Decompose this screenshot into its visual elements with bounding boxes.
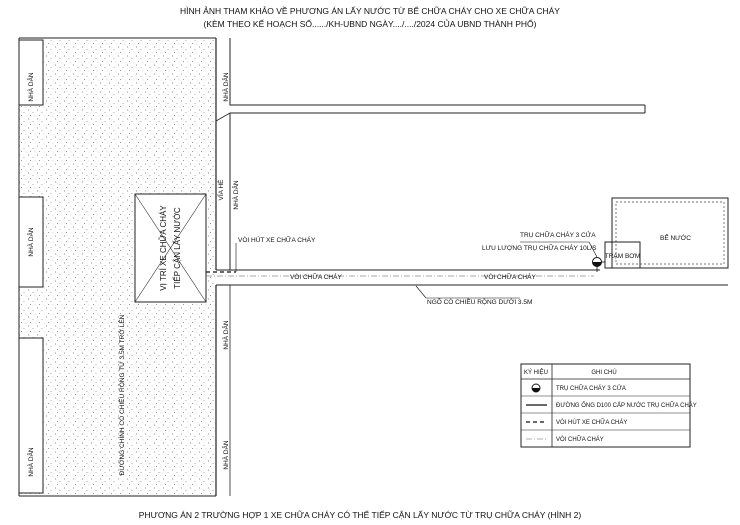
water-tank-label: BỂ NƯỚC [660,235,691,242]
house-label: NHÀ DÂN [223,440,230,470]
fire-truck-label-1: VỊ TRÍ XE CHỮA CHÁY [159,205,168,291]
hydrant-label: TRỤ CHỮA CHÁY 3 CỬA [520,232,596,239]
footer-caption: PHƯƠNG ÁN 2 TRƯỜNG HỢP 1 XE CHỮA CHÁY CÓ THỂ TIẾP CẬN LẤY NƯỚC TỪ TRỤ CHỮA CHÁY (HÌNH 2) [138,510,582,520]
house-label: NHÀ DÂN [223,320,230,350]
diagram-subtitle: (KÈM THEO KẾ HOẠCH SỐ....../KH-UBND NGÀY..../..../2024 CỦA UBND THÀNH PHỐ) [203,19,537,29]
house-label: NHÀ DÂN [28,447,35,477]
legend-item: ĐƯỜNG ỐNG D100 CẤP NƯỚC TRỤ CHỮA CHÁY [556,403,697,409]
legend-item: VÒI HÚT XE CHỮA CHÁY [556,420,628,426]
house-label: NHÀ DÂN [28,227,35,257]
flow-rate-label: LƯU LƯỢNG TRỤ CHỮA CHÁY 10L/S [482,245,597,252]
legend-item: TRỤ CHỮA CHÁY 3 CỬA [556,386,626,392]
main-road-label: ĐƯỜNG CHÍNH CÓ CHIỀU RỘNG TỪ 3.5M TRỞ LÊN [119,314,126,476]
diagram-title: HÌNH ẢNH THAM KHẢO VỀ PHƯƠNG ÁN LẤY NƯỚC TỪ BỂ CHỮA CHÁY CHO XE CHỮA CHÁY [180,6,560,16]
fire-hose-label-1: VÒI CHỮA CHÁY [290,274,342,281]
house-label: NHÀ DÂN [28,72,35,102]
fire-truck-label-2: TIẾP CẬN LẤY NƯỚC [173,207,182,289]
legend [521,364,697,447]
pump-station-label: TRẠM BƠM [604,253,641,260]
sidewalk-label: VỈA HÈ [218,179,225,201]
legend-item: VÒI CHỮA CHÁY [556,437,604,443]
legend-header-note: GHI CHÚ [591,370,617,376]
house-label: NHÀ DÂN [223,72,230,102]
house-label: NHÀ DÂN [233,180,240,210]
legend-header-symbol: KÝ HIỆU [523,370,549,376]
fire-hose-label-2: VÒI CHỮA CHÁY [484,274,536,281]
alley-label: NGÕ CÓ CHIỀU RỘNG DƯỚI 3.5M [427,299,533,306]
suction-hose-label: VÒI HÚT XE CHỮA CHÁY [238,237,316,244]
